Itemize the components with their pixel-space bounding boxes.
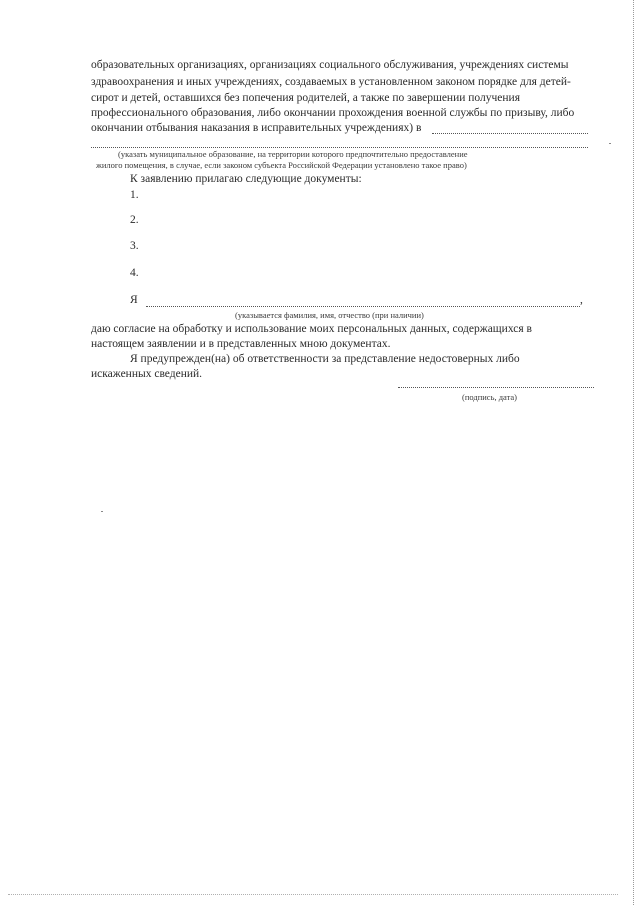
municipality-fill-line: [432, 132, 588, 134]
paragraph-line: профессионального образования, либо окончании прохождения военной службы по призыву, либо: [91, 107, 575, 119]
consent-line: даю согласие на обработку и использование моих персональных данных, содержащихся в: [91, 323, 532, 335]
municipality-hint: (указать муниципальное образование, на территории которого предпочтительно предоставление: [118, 149, 468, 159]
signature-fill-line: [398, 386, 594, 388]
paragraph-line: окончании отбывания наказания в исправительных учреждениях) в: [91, 122, 422, 134]
attachment-item: 1.: [130, 189, 139, 201]
name-fill-line: [146, 305, 580, 307]
scan-speck: [609, 143, 611, 144]
consent-prefix: Я: [130, 294, 138, 306]
paragraph-line: здравоохранения и иных учреждениях, создаваемых в установленном законом порядке для детей-: [91, 76, 571, 88]
consent-line: настоящем заявлении и в представленных мною документах.: [91, 338, 391, 350]
attachments-intro: К заявлению прилагаю следующие документы:: [130, 173, 362, 185]
municipality-hint: жилого помещения, в случае, если законом субъекта Российской Федерации установлено такое право): [96, 160, 467, 170]
name-hint: (указывается фамилия, имя, отчество (при наличии): [235, 310, 424, 320]
attachment-item: 3.: [130, 240, 139, 252]
scan-speck: [101, 511, 103, 512]
signature-hint: (подпись, дата): [462, 392, 518, 402]
scan-edge-right: [631, 0, 634, 905]
municipality-fill-line-2: [91, 146, 588, 148]
paragraph-line: образовательных организациях, организациях социального обслуживания, учреждениях системы: [91, 59, 569, 71]
scan-edge-bottom: [8, 893, 618, 895]
attachment-item: 4.: [130, 267, 139, 279]
name-end-mark: ,: [580, 294, 583, 306]
attachment-item: 2.: [130, 214, 139, 226]
warning-line: искаженных сведений.: [91, 368, 203, 380]
paragraph-line: сирот и детей, оставшихся без попечения родителей, а также по завершении получения: [91, 92, 520, 104]
warning-line: Я предупрежден(на) об ответственности за представление недостоверных либо: [130, 353, 520, 365]
